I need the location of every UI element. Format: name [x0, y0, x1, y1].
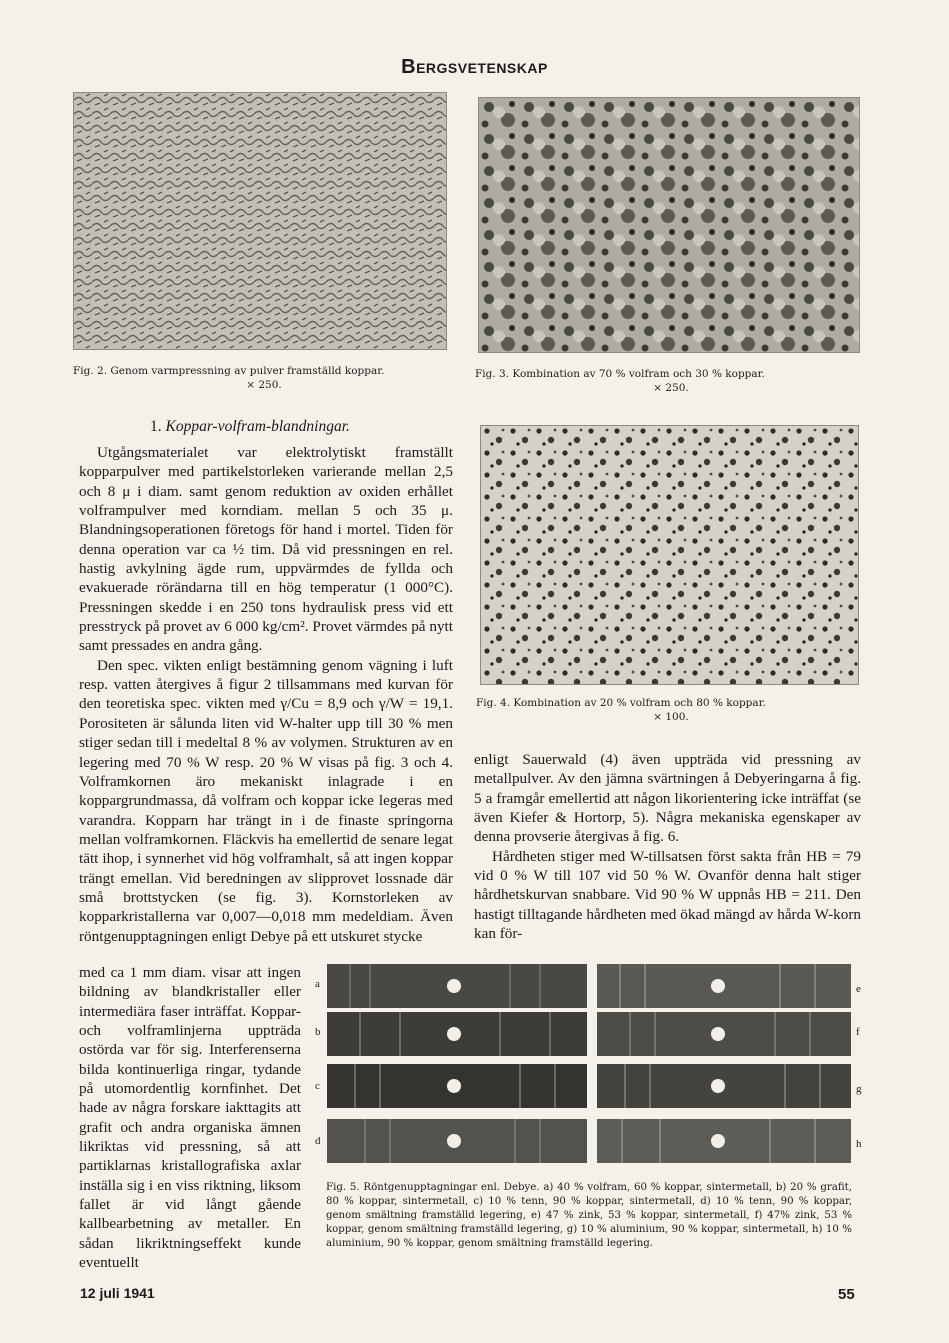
fig3-caption-line2: × 250.: [653, 382, 689, 394]
fig4-micrograph: [480, 425, 859, 685]
strip-e: [597, 964, 851, 1008]
fig4-caption-line1: Fig. 4. Kombination av 20 % volfram och 80 % koppar.: [476, 697, 766, 709]
label-c: c: [315, 1080, 320, 1092]
right-paragraph-1: enligt Sauerwald (4) även uppträda vid pressning av metallpulver. Av den jämna svärtningen å Debyeringarna å fig. 5 a framgår emellertid att någon likorientering icke inträffat (se även Kiefer & Hortorp, 5). Några mekaniska egenskaper av denna provserie återgivas å fig. 6.: [474, 751, 861, 846]
label-f: f: [856, 1026, 860, 1038]
label-e: e: [856, 983, 861, 995]
paragraph-2: Den spec. vikten enligt bestämning genom vägning i luft resp. vatten återgives å figur 2 tillsammans med kurvan för den teoretiska spec. vikten med γ/Cu = 8,9 och γ/W = 19,1. Porositeten är sålunda liten vid W-halter upp till 30 % men stiger sedan till i medeltal 8 % av volymen. Strukturen av en legering med 70 % W resp. 20 % W visas på fig. 3 och 4. Volframkornen äro mekaniskt inlagrade i en koppargrundmassa, då volfram och koppar icke legeras med varandra. Kopparn har trängt in i de finaste springorna mellan volframkornen. Fläckvis ha emellertid de senare legat tätt ihop, i synnerhet vid hög volframhalt, så att ingen koppar trängt emellan. Vid beredningen av slipprovet lossnade där små brottstycken (se fig. 3). Kornstorleken av kopparkristallerna var 0,007—0,018 mm medeldiam. Även röntgenupptagningen enligt Debye på ett utskuret stycke: [79, 656, 453, 945]
fig5-left-strips: [327, 964, 587, 1163]
right-paragraph-2: Hårdheten stiger med W-tillsatsen först sakta från HB = 79 vid 0 % W till 107 vid 50 % W. Ovanför denna halt stiger hårdhetskurvan snabbare. Vid 90 % W uppnås HB = 211. Den hastigt tilltagande hårdheten med ökad mängd av hårda W-korn kan för-: [474, 847, 861, 943]
strip-d: [327, 1119, 587, 1163]
label-h: h: [856, 1138, 862, 1150]
fig4-caption: [476, 696, 866, 724]
fig3-caption: [475, 367, 867, 395]
fig2-caption: [73, 364, 455, 392]
strip-c: [327, 1064, 587, 1108]
label-d: d: [315, 1135, 321, 1147]
fig5-caption: Fig. 5. Röntgenupptagningar enl. Debye. a) 40 % volfram, 60 % koppar, sintermetall, b) 20 % grafit, 80 % koppar, sintermetall, c) 10 % tenn, 90 % koppar, sintermetall, d) 10 % tenn, 90 % koppar, genom smältning framställd legering, e) 47 % zink, 53 % koppar, sintermetall, f) 47% zink, 53 % koppar, genom smältning framställd legering, g) 10 % aluminium, 90 % koppar, sintermetall, h) 10 % aluminium, 90 % koppar, genom smältning framställd legering.: [326, 1182, 852, 1249]
fig5-strips: [310, 962, 870, 1167]
fig3-texture: [479, 98, 859, 352]
right-column: [474, 750, 861, 943]
strip-f: [597, 1012, 851, 1056]
label-g: g: [856, 1083, 862, 1095]
fig5-panel: [310, 962, 870, 1167]
left-column-lower: [79, 963, 301, 1273]
page-number: 55: [838, 1286, 855, 1303]
section-heading: [150, 418, 350, 436]
fig2-texture: [74, 93, 446, 349]
section-number: 1.: [150, 418, 162, 435]
journal-header: Bergsvetenskap: [401, 56, 548, 78]
fig2-micrograph: [73, 92, 447, 350]
section-title: Koppar-volfram-blandningar.: [165, 418, 350, 435]
footer-date: 12 juli 1941: [80, 1285, 155, 1301]
strip-b: [327, 1012, 587, 1056]
fig2-caption-line1: Fig. 2. Genom varmpressning av pulver framställd koppar.: [73, 365, 385, 377]
strip-h: [597, 1119, 851, 1163]
paragraph-1: Utgångsmaterialet var elektrolytiskt framställt kopparpulver med partikelstorleken varierande mellan 2,5 och 8 μ i diam. samt genom reduktion av oxiden erhållet volframpulver med korndiam. mellan 5 och 35 μ. Blandningsoperationen företogs för hand i mortel. Tiden för denna operation var ca ½ tim. Då vid pressningen en rel. hastig avkylning ägde rum, uppvärmdes de fyllda och evakuerade rörändarna till en hög temperatur (1 000°C). Pressningen skedde i en 250 tons hydraulisk press vid ett presstryck på provet av 6 000 kg/cm². Provet värmdes på nytt samt pressades en andra gång.: [79, 444, 453, 655]
strip-g: [597, 1064, 851, 1108]
fig2-caption-line2: × 250.: [246, 379, 282, 391]
fig3-micrograph: [478, 97, 860, 353]
left-column-upper: [79, 443, 453, 946]
label-b: b: [315, 1026, 321, 1038]
fig4-caption-line2: × 100.: [653, 711, 689, 723]
fig5-right-strips: [597, 964, 851, 1163]
label-a: a: [315, 978, 320, 990]
strip-a: [327, 964, 587, 1008]
fig4-texture: [481, 426, 858, 684]
fig3-caption-line1: Fig. 3. Kombination av 70 % volfram och 30 % koppar.: [475, 368, 765, 380]
paragraph-3: med ca 1 mm diam. visar att ingen bildning av blandkristaller eller intermediära faser inträffat. Koppar- och volframlinjerna uppträda ostörda var för sig. Interferenserna bilda kontinuerliga ringar, tydande på utomordentlig kornfinhet. Det hade av några forskare iakttagits att grafit och andra organiska ämnen likriktas vid pressning, så att partiklarnas kristallografiska axlar inställa sig i en viss riktning, liksom fallet är vid långt gående kallbearbetning av metaller. En sådan likriktningseffekt kunde eventuellt: [79, 964, 301, 1272]
